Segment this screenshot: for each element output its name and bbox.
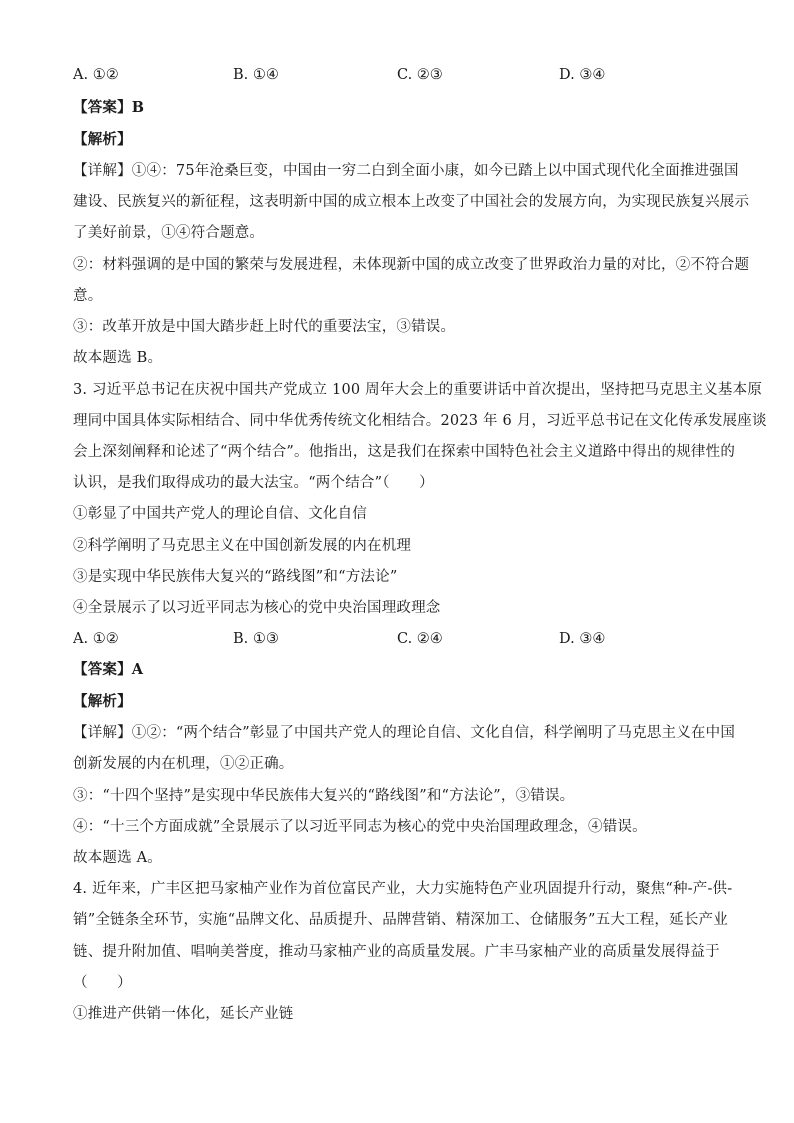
q4-stem-line: 4. 近年来，广丰区把马家柚产业作为首位富民产业，大力实施特色产业巩固提升行动，聚焦“种-产-供- [73,881,733,897]
q4-choice-1: ①推进产供销一体化，延长产业链 [73,1006,294,1022]
q2-option-a: A. ①② [73,67,119,83]
q3-stem-line: 认识，是我们取得成功的最大法宝。“两个结合”（ ） [73,475,434,491]
q2-option-d: D. ③④ [559,67,606,83]
q4-stem-line: 销”全链条全环节，实施“品牌文化、品质提升、品牌营销、精深加工、仓储服务”五大工程，延长产业 [73,912,728,928]
q2-option-c: C. ②③ [397,67,443,83]
q4-stem-line: （ ） [73,975,132,991]
q2-detail-line: 【详解】①④：75年沧桑巨变，中国由一穷二白到全面小康，如今已踏上以中国式现代化全面推进强国 [73,163,739,179]
q3-analysis-heading: 【解析】 [73,693,132,710]
q2-analysis-heading: 【解析】 [73,131,132,148]
q3-detail-line: ③：“十四个坚持”是实现中华民族伟大复兴的“路线图”和“方法论”，③错误。 [73,788,575,804]
q3-choice-1: ①彰显了中国共产党人的理论自信、文化自信 [73,506,367,522]
q2-detail-line: 故本题选 B。 [73,350,163,366]
q2-detail-line: ③：改革开放是中国大踏步赶上时代的重要法宝，③错误。 [73,319,456,335]
q3-detail-line: 创新发展的内在机理，①②正确。 [73,756,294,772]
q3-detail-line: 【详解】①②：“两个结合”彰显了中国共产党人的理论自信、文化自信，科学阐明了马克思主义在中国 [73,725,736,741]
q3-detail-line: 故本题选 A。 [73,850,162,866]
q3-option-a: A. ①② [73,631,119,647]
q3-detail-line: ④：“十三个方面成就”全景展示了以习近平同志为核心的党中央治国理政理念，④错误。 [73,819,647,835]
q2-option-b: B. ①④ [233,67,279,83]
q3-option-c: C. ②④ [397,631,443,647]
q2-answer: 【答案】B [73,99,145,116]
q3-option-d: D. ③④ [559,631,606,647]
q3-stem-line: 理同中国具体实际相结合、同中华优秀传统文化相结合。2023 年 6 月，习近平总书记在文化传承发展座谈 [73,413,767,429]
q3-choice-3: ③是实现中华民族伟大复兴的“路线图”和“方法论” [73,569,398,585]
q2-detail-line: 意。 [73,288,103,304]
q3-option-b: B. ①③ [233,631,279,647]
q4-stem-line: 链、提升附加值、唱响美誉度，推动马家柚产业的高质量发展。广丰马家柚产业的高质量发展得益于 [73,944,720,960]
q3-answer: 【答案】A [73,661,144,678]
q2-detail-line: 建设、民族复兴的新征程，这表明新中国的成立根本上改变了中国社会的发展方向，为实现民族复兴展示 [73,194,750,210]
q2-detail-line: 了美好前景，①④符合题意。 [73,225,265,241]
q3-stem-line: 3. 习近平总书记在庆祝中国共产党成立 100 周年大会上的重要讲话中首次提出，坚持把马克思主义基本原 [73,382,763,398]
q3-choice-2: ②科学阐明了马克思主义在中国创新发展的内在机理 [73,538,412,554]
q3-stem-line: 会上深刻阐释和论述了“两个结合”。他指出，这是我们在探索中国特色社会主义道路中得出的规律性的 [73,444,736,460]
q3-choice-4: ④全景展示了以习近平同志为核心的党中央治国理政理念 [73,600,441,616]
q2-detail-line: ②：材料强调的是中国的繁荣与发展进程，未体现新中国的成立改变了世界政治力量的对比，②不符合题 [73,257,750,273]
